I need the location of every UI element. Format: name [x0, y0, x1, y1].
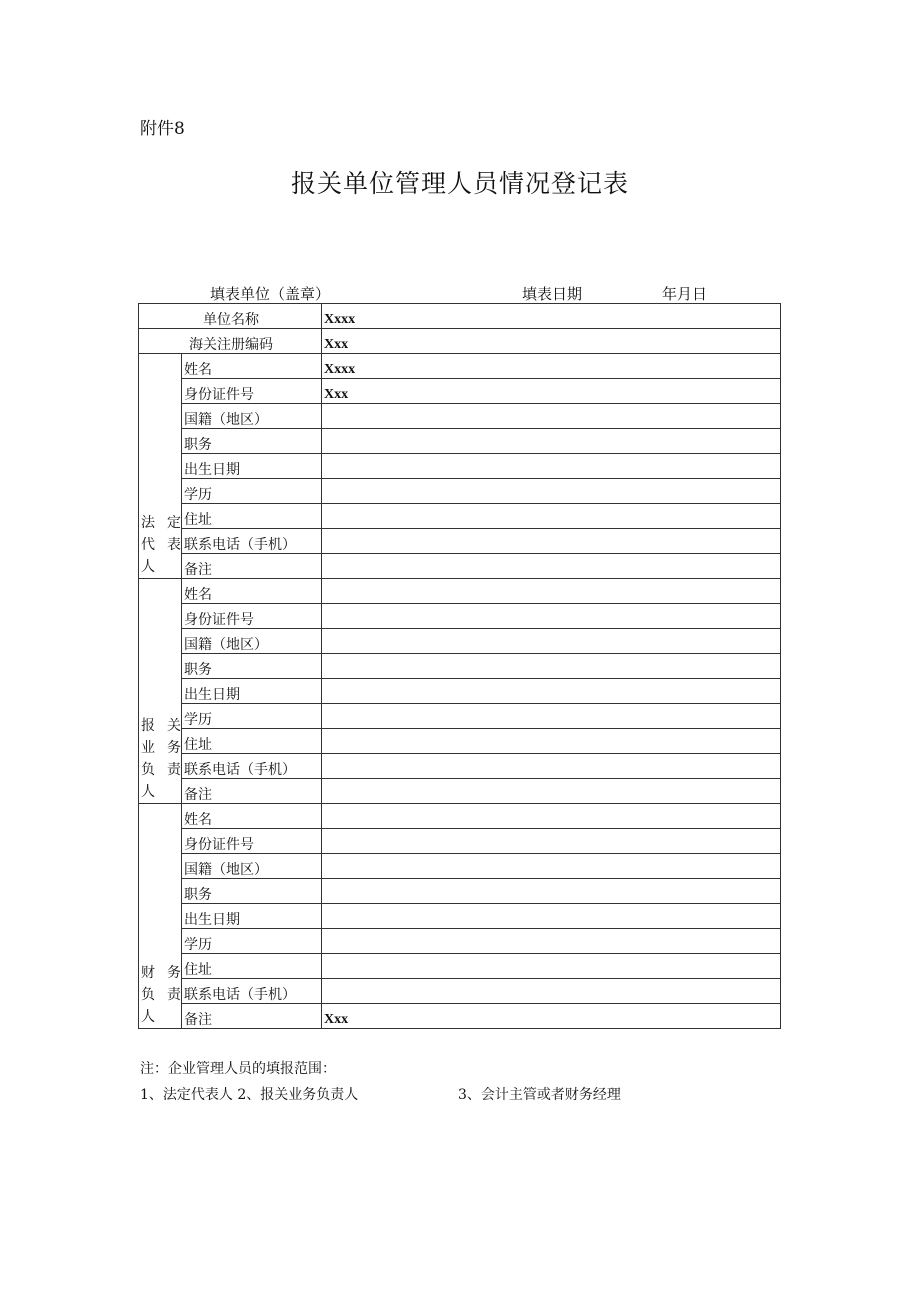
- field-row: [139, 704, 781, 729]
- field-value[interactable]: Xxxx: [322, 354, 781, 379]
- field-value[interactable]: [322, 954, 781, 979]
- field-value[interactable]: [322, 454, 781, 479]
- field-label: 身份证件号: [182, 379, 322, 404]
- field-row: [139, 904, 781, 929]
- field-row: [139, 804, 781, 829]
- field-value[interactable]: [322, 654, 781, 679]
- field-label: 联系电话（手机）: [182, 529, 322, 554]
- field-value[interactable]: [322, 779, 781, 804]
- group-cell: [139, 579, 182, 804]
- field-value[interactable]: [322, 929, 781, 954]
- field-row: [139, 954, 781, 979]
- field-label: 住址: [182, 729, 322, 754]
- field-row: [139, 729, 781, 754]
- field-row: [139, 654, 781, 679]
- field-row: [139, 629, 781, 654]
- field-row: [139, 779, 781, 804]
- field-value[interactable]: [322, 879, 781, 904]
- field-label: 职务: [182, 654, 322, 679]
- field-row: [139, 604, 781, 629]
- field-label: 身份证件号: [182, 604, 322, 629]
- field-row: [139, 829, 781, 854]
- top-row-label: 单位名称: [139, 304, 322, 329]
- field-value[interactable]: [322, 504, 781, 529]
- field-row: [139, 679, 781, 704]
- field-value[interactable]: [322, 829, 781, 854]
- annex-label: 附件8: [140, 119, 185, 139]
- field-value[interactable]: [322, 979, 781, 1004]
- top-row: [139, 304, 781, 329]
- field-value[interactable]: [322, 704, 781, 729]
- field-label: 国籍（地区）: [182, 854, 322, 879]
- field-label: 出生日期: [182, 904, 322, 929]
- field-label: 姓名: [182, 354, 322, 379]
- field-label: 职务: [182, 429, 322, 454]
- field-label: 备注: [182, 554, 322, 579]
- field-row: [139, 754, 781, 779]
- field-row: [139, 529, 781, 554]
- note-item-3: 3、会计主管或者财务经理: [458, 1087, 621, 1103]
- field-row: [139, 379, 781, 404]
- registration-table: [138, 303, 781, 1029]
- field-row: [139, 854, 781, 879]
- group-label: 财务负责人: [141, 965, 181, 1025]
- field-value[interactable]: [322, 904, 781, 929]
- group-label: 法定代表人: [141, 515, 181, 575]
- field-label: 住址: [182, 504, 322, 529]
- field-row: [139, 354, 781, 379]
- field-label: 学历: [182, 704, 322, 729]
- field-value[interactable]: [322, 404, 781, 429]
- field-value[interactable]: [322, 579, 781, 604]
- field-value[interactable]: [322, 529, 781, 554]
- field-label: 备注: [182, 1004, 322, 1029]
- field-label: 职务: [182, 879, 322, 904]
- top-row: [139, 329, 781, 354]
- field-value[interactable]: [322, 554, 781, 579]
- field-row: [139, 404, 781, 429]
- field-label: 姓名: [182, 579, 322, 604]
- field-value[interactable]: [322, 729, 781, 754]
- top-row-value-field[interactable]: Xxxx: [322, 304, 781, 329]
- field-row: [139, 1004, 781, 1029]
- filling-unit-label: 填表单位（盖章）: [210, 285, 331, 303]
- field-label: 国籍（地区）: [182, 404, 322, 429]
- field-label: 住址: [182, 954, 322, 979]
- year-month-day-label: 年月日: [662, 285, 708, 303]
- field-row: [139, 479, 781, 504]
- group-cell: [139, 804, 182, 1029]
- field-value[interactable]: [322, 854, 781, 879]
- field-label: 联系电话（手机）: [182, 979, 322, 1004]
- field-label: 出生日期: [182, 454, 322, 479]
- field-row: [139, 504, 781, 529]
- field-label: 出生日期: [182, 679, 322, 704]
- field-row: [139, 579, 781, 604]
- form-title: 报关单位管理人员情况登记表: [290, 169, 629, 198]
- field-label: 备注: [182, 779, 322, 804]
- field-label: 联系电话（手机）: [182, 754, 322, 779]
- note-heading: 注：企业管理人员的填报范围：: [140, 1061, 336, 1077]
- note-items-1-2: 1、法定代表人 2、报关业务负责人: [140, 1087, 359, 1103]
- field-row: [139, 554, 781, 579]
- field-value[interactable]: [322, 804, 781, 829]
- field-label: 国籍（地区）: [182, 629, 322, 654]
- field-label: 身份证件号: [182, 829, 322, 854]
- group-cell: [139, 354, 182, 579]
- field-row: [139, 429, 781, 454]
- field-value[interactable]: [322, 679, 781, 704]
- top-row-label: 海关注册编码: [139, 329, 322, 354]
- field-label: 姓名: [182, 804, 322, 829]
- field-row: [139, 979, 781, 1004]
- field-value[interactable]: [322, 479, 781, 504]
- field-value[interactable]: Xxx: [322, 1004, 781, 1029]
- field-label: 学历: [182, 929, 322, 954]
- filling-date-label: 填表日期: [522, 285, 583, 303]
- field-label: 学历: [182, 479, 322, 504]
- field-value[interactable]: [322, 429, 781, 454]
- field-value[interactable]: [322, 604, 781, 629]
- field-row: [139, 454, 781, 479]
- field-row: [139, 929, 781, 954]
- field-row: [139, 879, 781, 904]
- field-value[interactable]: [322, 754, 781, 779]
- field-value[interactable]: [322, 629, 781, 654]
- top-row-value-field[interactable]: Xxx: [322, 329, 781, 354]
- group-label: 报关业务负责人: [141, 718, 181, 800]
- field-value[interactable]: Xxx: [322, 379, 781, 404]
